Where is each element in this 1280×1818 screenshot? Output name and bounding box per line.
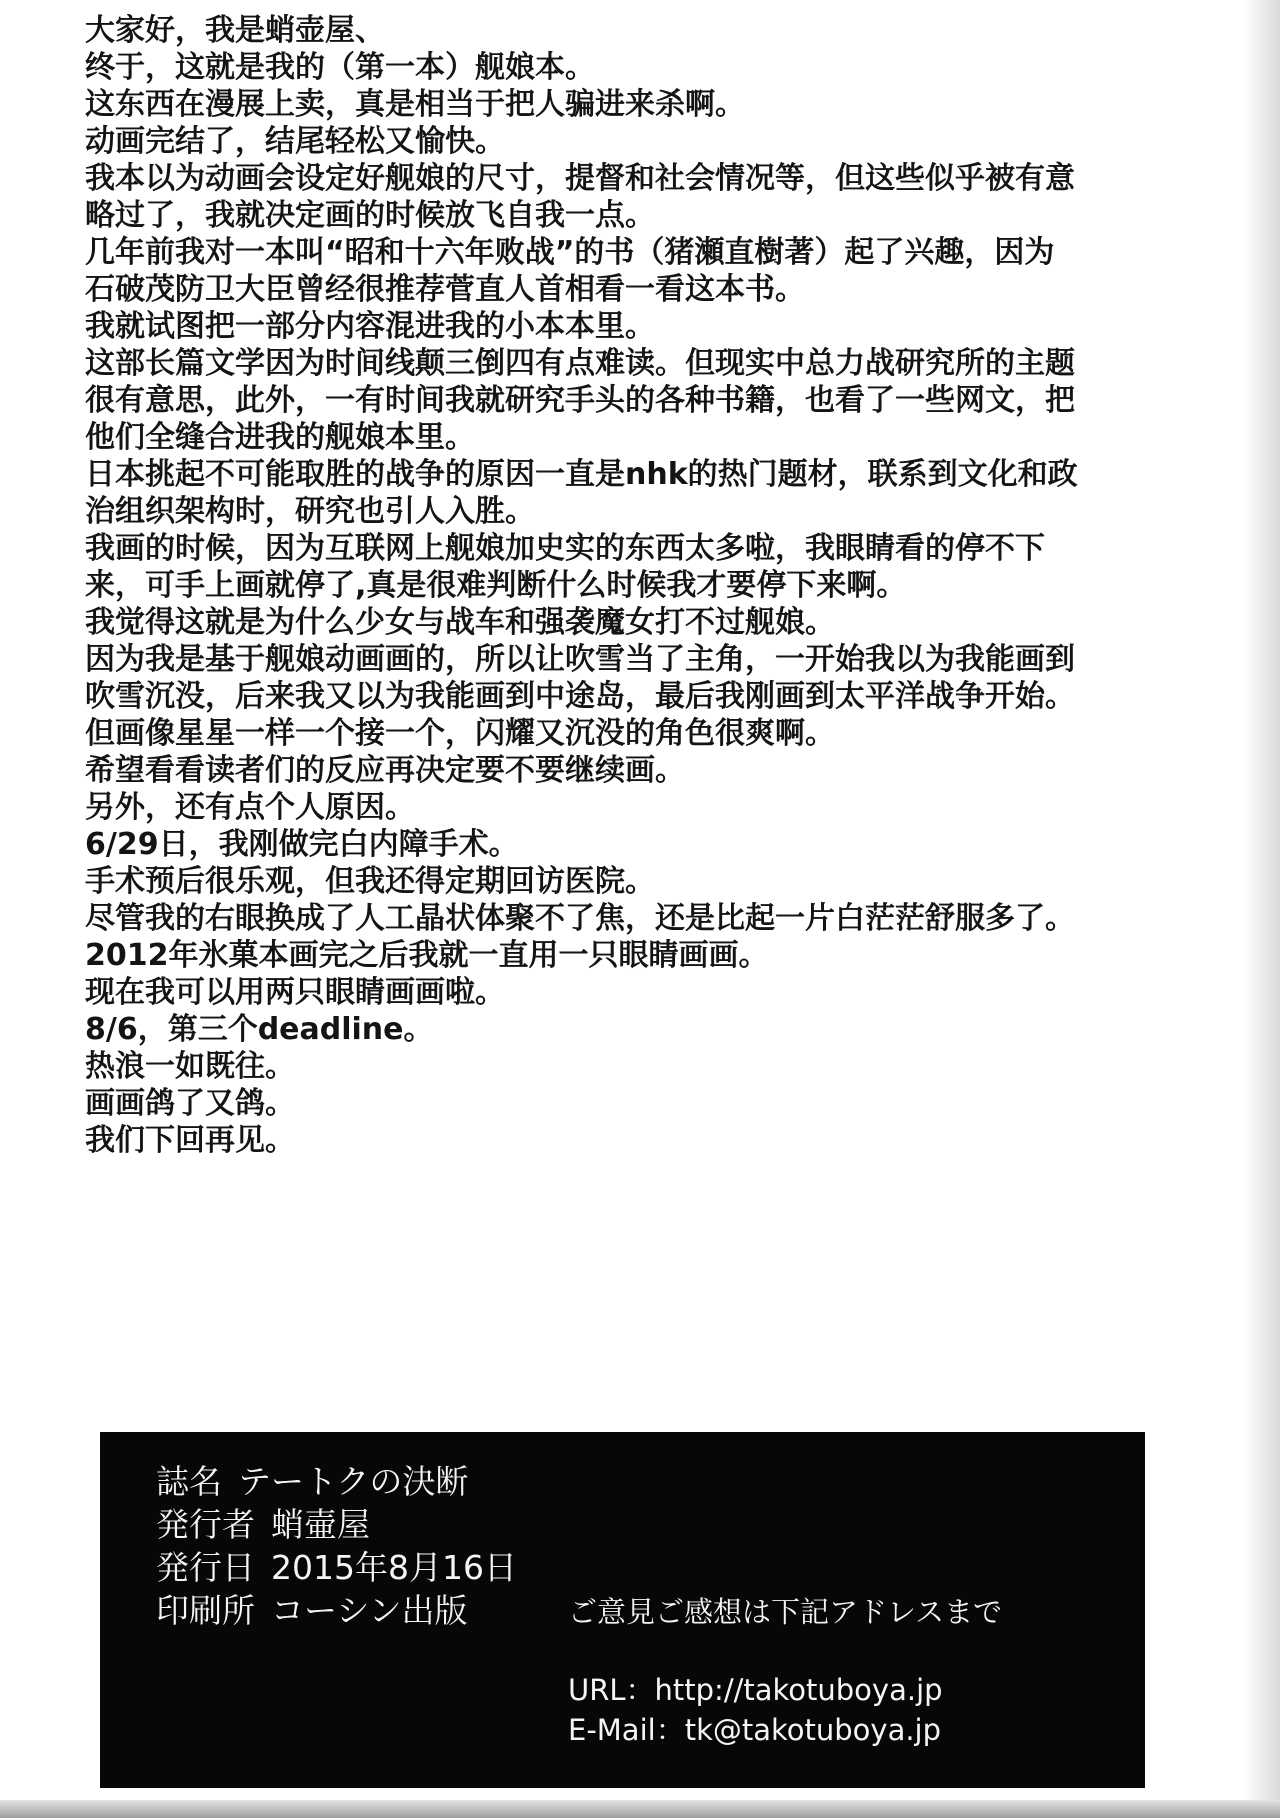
printer-label: 印刷所 (156, 1591, 255, 1630)
afterword-line: 热浪一如既往。 (85, 1049, 295, 1084)
scan-edge-shadow-bottom (0, 1800, 1280, 1818)
publication-title-row (156, 1460, 517, 1503)
printer-value: コーシン出版 (271, 1591, 468, 1630)
afterword-line: 这东西在漫展上卖，真是相当于把人骗进来杀啊。 (85, 87, 745, 122)
publisher-value: 蛸壷屋 (271, 1505, 370, 1544)
afterword-line: 来，可手上画就停了,真是很难判断什么时候我才要停下来啊。 (85, 568, 907, 603)
publication-date-label: 発行日 (156, 1548, 255, 1587)
afterword-line: 大家好，我是蛸壶屋、 (85, 13, 385, 48)
contact-note: ご意見ご感想は下記アドレスまで (568, 1595, 1003, 1629)
afterword-line: 我本以为动画会设定好舰娘的尺寸，提督和社会情况等，但这些似乎被有意 (85, 161, 1075, 196)
afterword-line: 8/6，第三个deadline。 (85, 1012, 434, 1047)
afterword-line: 画画鸽了又鸽。 (85, 1086, 295, 1121)
afterword-line: 石破茂防卫大臣曾经很推荐菅直人首相看一看这本书。 (85, 272, 805, 307)
email-address: E-Mail：tk@takotuboya.jp (568, 1713, 942, 1747)
afterword-line: 现在我可以用两只眼睛画画啦。 (85, 975, 505, 1010)
afterword-line: 治组织架构时，研究也引人入胜。 (85, 494, 535, 529)
contact-info (568, 1592, 1002, 1750)
afterword-line: 很有意思，此外，一有时间我就研究手头的各种书籍，也看了一些网文，把 (85, 383, 1075, 418)
scan-edge-shadow-right (1244, 0, 1280, 1818)
afterword-line: 略过了，我就决定画的时候放飞自我一点。 (85, 198, 655, 233)
afterword-line: 希望看看读者们的反应再决定要不要继续画。 (85, 753, 685, 788)
publication-date-row (156, 1546, 517, 1589)
afterword-line: 几年前我对一本叫“昭和十六年败战”的书（猪瀬直樹著）起了兴趣，因为 (85, 235, 1055, 270)
printer-row (156, 1589, 517, 1632)
afterword-text (85, 12, 1145, 1159)
afterword-line: 终于，这就是我的（第一本）舰娘本。 (85, 50, 595, 85)
afterword-line: 日本挑起不可能取胜的战争的原因一直是nhk的热门题材，联系到文化和政 (85, 457, 1078, 492)
publication-title-value: テートクの決断 (238, 1462, 469, 1501)
publication-date-value: 2015年8月16日 (271, 1548, 517, 1587)
afterword-line: 2012年氷菓本画完之后我就一直用一只眼睛画画。 (85, 938, 769, 973)
publisher-row (156, 1503, 517, 1546)
afterword-line: 我觉得这就是为什么少女与战车和强袭魔女打不过舰娘。 (85, 605, 835, 640)
afterword-line: 动画完结了，结尾轻松又愉快。 (85, 124, 505, 159)
afterword-line: 尽管我的右眼换成了人工晶状体聚不了焦，还是比起一片白茫茫舒服多了。 (85, 901, 1075, 936)
publication-title-label: 誌名 (156, 1462, 222, 1501)
afterword-line: 因为我是基于舰娘动画画的，所以让吹雪当了主角，一开始我以为我能画到 (85, 642, 1075, 677)
afterword-line: 6/29日，我刚做完白内障手术。 (85, 827, 519, 862)
afterword-line: 但画像星星一样一个接一个，闪耀又沉没的角色很爽啊。 (85, 716, 835, 751)
afterword-line: 另外，还有点个人原因。 (85, 790, 415, 825)
afterword-line: 吹雪沉没，后来我又以为我能画到中途岛，最后我刚画到太平洋战争开始。 (85, 679, 1075, 714)
publisher-label: 発行者 (156, 1505, 255, 1544)
afterword-line: 我画的时候，因为互联网上舰娘加史实的东西太多啦，我眼睛看的停不下 (85, 531, 1045, 566)
afterword-line: 手术预后很乐观，但我还得定期回访医院。 (85, 864, 655, 899)
publication-info (156, 1460, 517, 1632)
afterword-line: 我就试图把一部分内容混进我的小本本里。 (85, 309, 655, 344)
colophon-box (100, 1432, 1145, 1788)
afterword-line: 我们下回再见。 (85, 1123, 295, 1158)
afterword-line: 这部长篇文学因为时间线颠三倒四有点难读。但现实中总力战研究所的主题 (85, 346, 1075, 381)
afterword-line: 他们全缝合进我的舰娘本里。 (85, 420, 475, 455)
website-url: URL：http://takotuboya.jp (568, 1673, 943, 1707)
